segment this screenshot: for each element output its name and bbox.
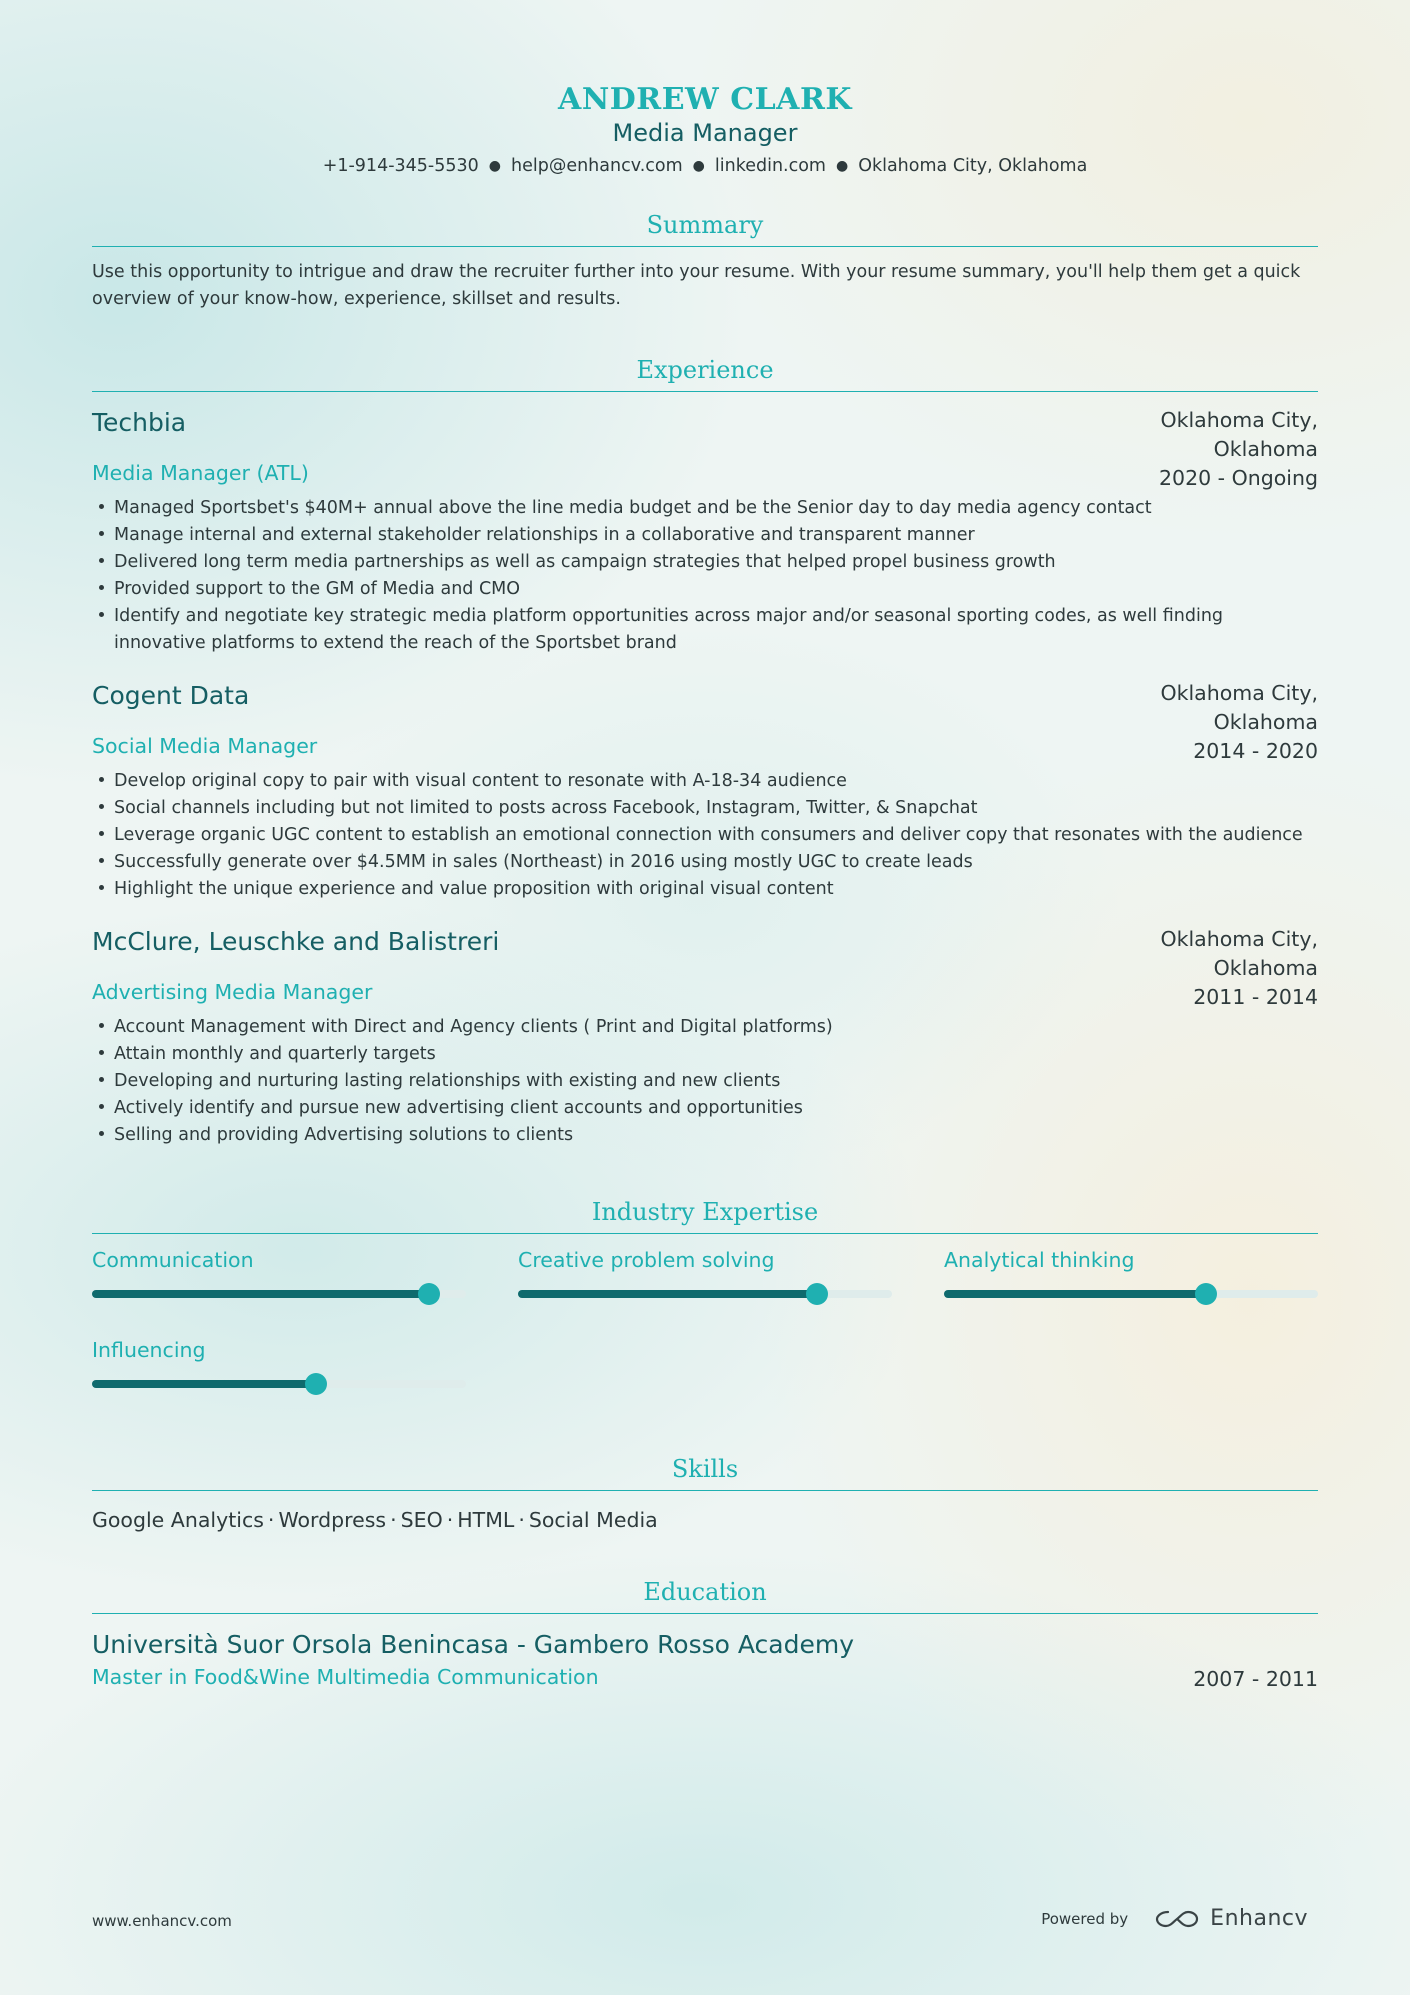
skill-item: Social Media: [528, 1508, 658, 1532]
skill-separator: ·: [390, 1508, 397, 1532]
section-title-experience: Experience: [92, 353, 1318, 392]
candidate-title: Media Manager: [612, 119, 798, 147]
company-name: McClure, Leuschke and Balistreri: [92, 927, 500, 956]
company-name: Cogent Data: [92, 681, 250, 710]
degree-name: Master in Food&Wine Multimedia Communication: [92, 1665, 599, 1689]
expertise-bar-knob: [1195, 1283, 1217, 1305]
job-entry: [92, 406, 1318, 657]
expertise-bar-knob: [418, 1283, 440, 1305]
expertise-section: [92, 1195, 1318, 1426]
expertise-item: [944, 1246, 1318, 1298]
skill-item: HTML: [457, 1508, 515, 1532]
page-footer: [92, 1900, 1308, 1940]
job-location-line2: Oklahoma: [1213, 437, 1318, 461]
expertise-bar-knob: [305, 1373, 327, 1395]
expertise-bar-track: [944, 1290, 1318, 1298]
experience-section: [92, 353, 1318, 1149]
expertise-label: Creative problem solving: [518, 1248, 775, 1272]
list-item: Selling and providing Advertising solutions to clients: [92, 1122, 1318, 1149]
list-item: Leverage organic UGC content to establish an emotional connection with consumers and deliver copy that resonates with the audience: [92, 822, 1318, 849]
skill-item: SEO: [400, 1508, 443, 1532]
summary-text: Use this opportunity to intrigue and draw the recruiter further into your resume. With your resume summary, you'll help them get a quick overview of your know-how, experience, skillset and results.: [92, 262, 1301, 309]
job-meta: [1118, 925, 1318, 1012]
list-item: Managed Sportsbet's $40M+ annual above the line media budget and be the Senior day to day media agency contact: [92, 495, 1318, 522]
powered-by-label: Powered by: [1041, 1909, 1129, 1928]
job-dates: 2011 - 2014: [1193, 985, 1318, 1009]
job-location-line2: Oklahoma: [1213, 710, 1318, 734]
expertise-bar-track: [92, 1380, 466, 1388]
expertise-bar-fill: [944, 1290, 1206, 1298]
list-item: Delivered long term media partnerships as well as campaign strategies that helped propel business growth: [92, 549, 1318, 576]
list-item: Manage internal and external stakeholder relationships in a collaborative and transparent manner: [92, 522, 1318, 549]
job-entry: [92, 925, 1318, 1149]
expertise-item: [92, 1336, 466, 1388]
list-item: Developing and nurturing lasting relationships with existing and new clients: [92, 1068, 1318, 1095]
powered-by: [1041, 1906, 1308, 1931]
phone: +1-914-345-5530: [322, 156, 479, 176]
section-title-education: Education: [92, 1575, 1318, 1614]
expertise-item: [518, 1246, 892, 1298]
location: Oklahoma City, Oklahoma: [858, 156, 1088, 176]
job-role: Advertising Media Manager: [92, 980, 373, 1004]
job-entry: [92, 679, 1318, 903]
brand-name: Enhancv: [1210, 1906, 1308, 1931]
education-entry: [92, 1628, 1318, 1692]
contact-line: [92, 154, 1318, 178]
list-item: Develop original copy to pair with visual content to resonate with A-18-34 audience: [92, 768, 1318, 795]
summary-section: [92, 208, 1318, 313]
section-title-summary: Summary: [92, 208, 1318, 247]
skill-separator: ·: [446, 1508, 454, 1532]
job-meta: [1118, 679, 1318, 766]
list-item: Social channels including but not limited to posts across Facebook, Instagram, Twitter, & Snapchat: [92, 795, 1318, 822]
job-bullets: [92, 1014, 1318, 1149]
job-role: Media Manager (ATL): [92, 461, 309, 485]
education-section: [92, 1575, 1318, 1692]
separator-dot: ●: [835, 158, 849, 174]
list-item: Account Management with Direct and Agency clients ( Print and Digital platforms): [92, 1014, 1318, 1041]
expertise-grid: [92, 1246, 1318, 1426]
expertise-item: [92, 1246, 466, 1298]
school-name: Università Suor Orsola Benincasa - Gambero Rosso Academy: [92, 1630, 855, 1659]
expertise-label: Influencing: [92, 1338, 206, 1362]
expertise-bar-track: [92, 1290, 466, 1298]
job-bullets: [92, 768, 1318, 903]
enhancv-logo-icon: [1154, 1907, 1200, 1931]
job-location-line1: Oklahoma City,: [1160, 408, 1318, 432]
linkedin[interactable]: linkedin.com: [714, 156, 826, 176]
section-title-expertise: Industry Expertise: [92, 1195, 1318, 1234]
list-item: Provided support to the GM of Media and CMO: [92, 576, 1318, 603]
skill-item: Google Analytics: [92, 1508, 264, 1532]
skill-separator: ·: [267, 1508, 275, 1532]
separator-dot: ●: [488, 158, 501, 174]
skills-section: [92, 1452, 1318, 1535]
expertise-bar-fill: [92, 1380, 316, 1388]
footer-site-link[interactable]: www.enhancv.com: [92, 1912, 232, 1930]
email[interactable]: help@enhancv.com: [511, 156, 683, 176]
job-dates: 2014 - 2020: [1193, 739, 1318, 763]
skills-list: [92, 1505, 1318, 1535]
job-location-line2: Oklahoma: [1213, 956, 1318, 980]
resume-page: [92, 0, 1318, 1995]
list-item: Actively identify and pursue new advertising client accounts and opportunities: [92, 1095, 1318, 1122]
list-item: Highlight the unique experience and value proposition with original visual content: [92, 876, 1318, 903]
job-location-line1: Oklahoma City,: [1160, 681, 1318, 705]
job-bullets: [92, 495, 1318, 657]
job-role: Social Media Manager: [92, 734, 318, 758]
separator-dot: ●: [692, 158, 705, 174]
skill-item: Wordpress: [278, 1508, 387, 1532]
expertise-bar-track: [518, 1290, 892, 1298]
skill-separator: ·: [518, 1508, 525, 1532]
education-dates: 2007 - 2011: [1193, 1667, 1318, 1691]
section-title-skills: Skills: [92, 1452, 1318, 1491]
expertise-label: Analytical thinking: [944, 1248, 1135, 1272]
company-name: Techbia: [92, 408, 187, 437]
expertise-bar-fill: [92, 1290, 429, 1298]
expertise-label: Communication: [92, 1248, 254, 1272]
list-item: Attain monthly and quarterly targets: [92, 1041, 1318, 1068]
candidate-name: ANDREW CLARK: [558, 82, 852, 117]
job-dates: 2020 - Ongoing: [1159, 466, 1318, 490]
list-item: Identify and negotiate key strategic media platform opportunities across major and/or seasonal sporting codes, as well finding innovative platforms to extend the reach of the Sportsbet brand: [92, 603, 1318, 657]
resume-header: [92, 0, 1318, 178]
job-meta: [1118, 406, 1318, 493]
job-location-line1: Oklahoma City,: [1160, 927, 1318, 951]
list-item: Successfully generate over $4.5MM in sales (Northeast) in 2016 using mostly UGC to create leads: [92, 849, 1318, 876]
expertise-bar-knob: [806, 1283, 828, 1305]
expertise-bar-fill: [518, 1290, 817, 1298]
